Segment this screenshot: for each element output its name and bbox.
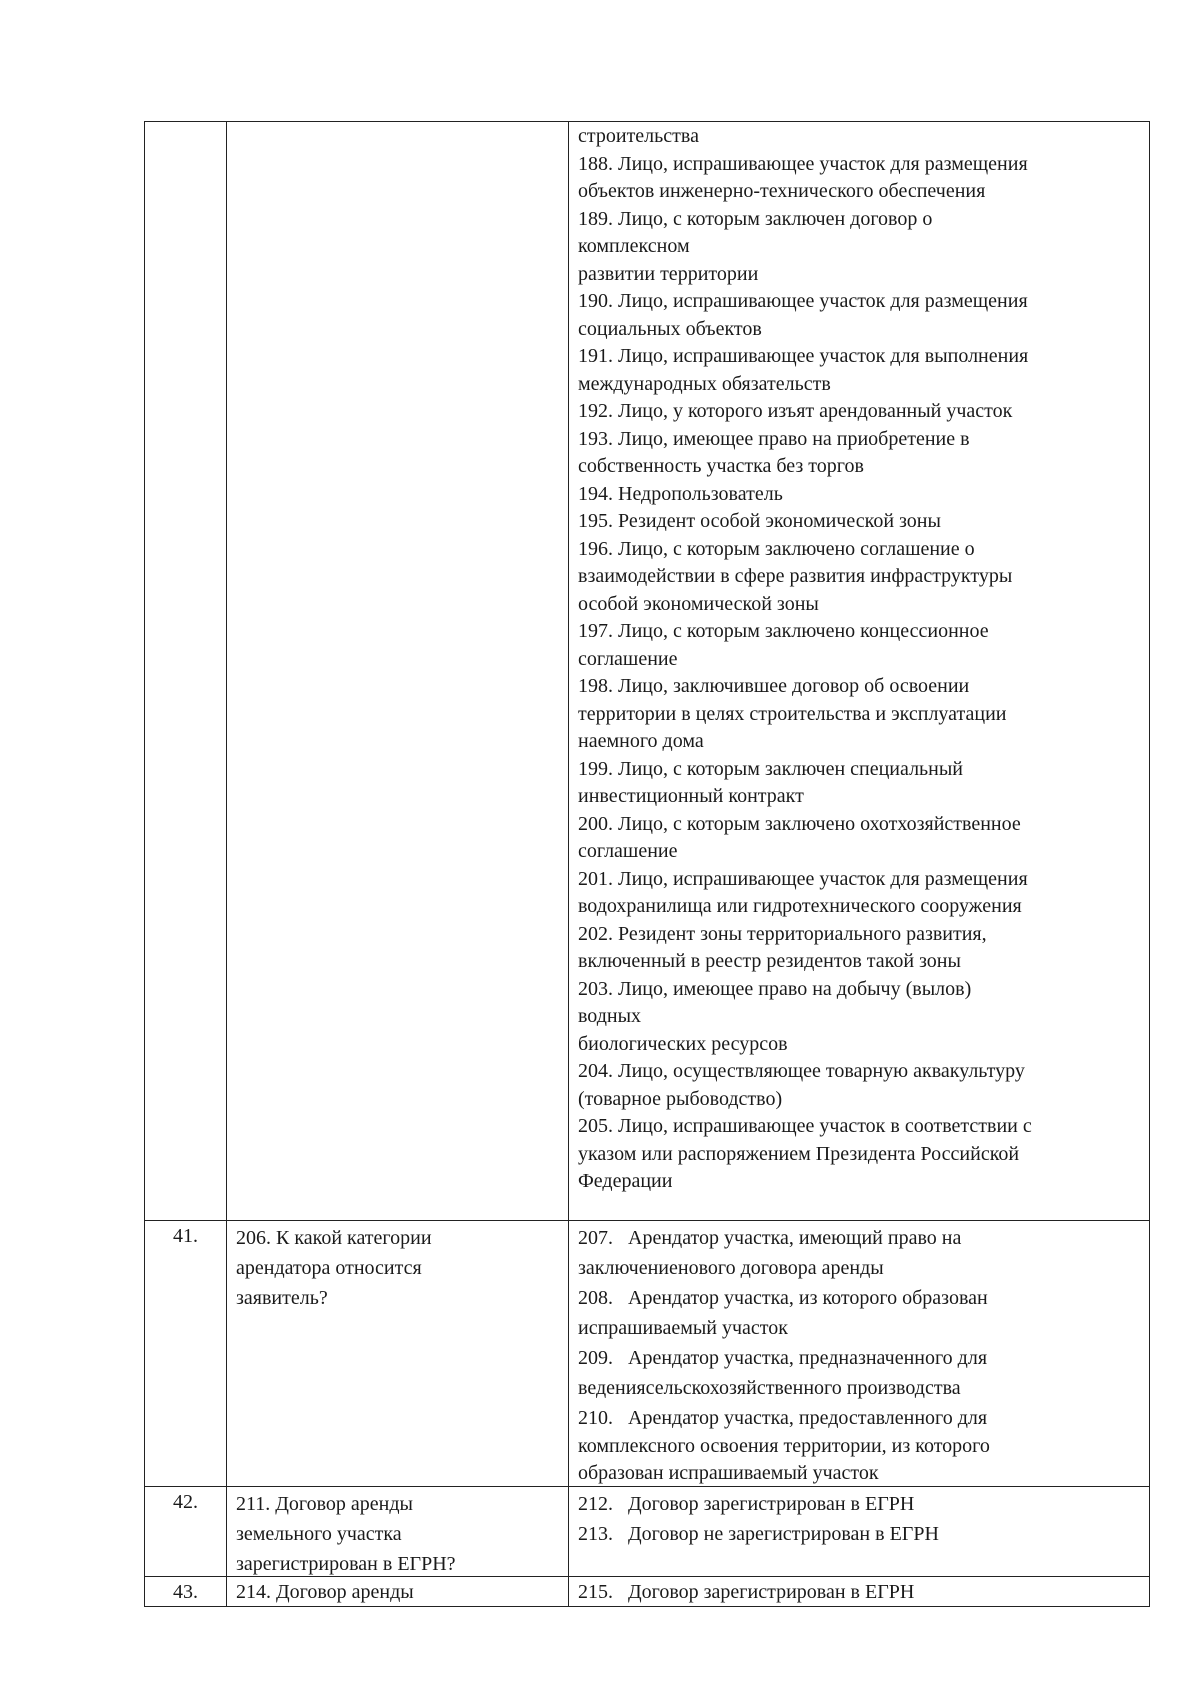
answer-options — [578, 1489, 1148, 1549]
answer-options — [578, 1223, 1148, 1487]
answer-line: Федерации — [578, 1170, 673, 1192]
answer-line: 197. Лицо, с которым заключено концессионное — [578, 620, 989, 642]
answer-line: взаимодействии в сфере развития инфраструктуры — [578, 565, 1013, 587]
answer-line: биологических ресурсов — [578, 1032, 788, 1055]
answer-line: строительства — [578, 125, 699, 147]
answer-line: объектов инженерно-технического обеспечения — [578, 180, 986, 202]
answer-line: 191. Лицо, испрашивающее участок для выполнения — [578, 345, 1029, 367]
question-line: арендатора относится — [236, 1257, 422, 1279]
answer-line: 194. Недропользователь — [578, 482, 783, 505]
row-number: 42. — [173, 1491, 198, 1513]
answer-line: 193. Лицо, имеющее право на приобретение в — [578, 427, 970, 450]
question-line: 214. Договор аренды — [236, 1581, 414, 1603]
answer-line: 203. Лицо, имеющее право на добычу (вылов) — [578, 977, 972, 1000]
answer-line: комплексного освоения территории, из которого — [578, 1435, 990, 1457]
table-top-border — [144, 121, 1150, 122]
answer-line: включенный в реестр резидентов такой зоны — [578, 950, 961, 972]
question-cell — [236, 1489, 561, 1579]
answer-line: соглашение — [578, 647, 678, 670]
answer-options — [578, 1579, 1148, 1607]
answer-line: 199. Лицо, с которым заключен специальный — [578, 757, 964, 780]
answer-line: образован испрашиваемый участок — [578, 1462, 879, 1484]
answer-line: 209. Арендатор участка, предназначенного для — [578, 1347, 988, 1369]
answer-line: 200. Лицо, с которым заключено охотхозяйственное — [578, 812, 1021, 835]
answer-line: соглашение — [578, 840, 678, 862]
answer-line: 210. Арендатор участка, предоставленного для — [578, 1407, 988, 1429]
answer-line: заключениенового договора аренды — [578, 1257, 884, 1279]
answer-line: ведениясельскохозяйственного производства — [578, 1377, 961, 1399]
question-line: земельного участка — [236, 1523, 402, 1545]
table-right-border — [1149, 121, 1150, 1607]
answer-line: 204. Лицо, осуществляющее товарную аквакультуру — [578, 1060, 1025, 1082]
answer-line: особой экономической зоны — [578, 592, 819, 615]
answer-line: территории в целях строительства и эксплуатации — [578, 702, 1007, 725]
answer-line: 189. Лицо, с которым заключен договор о — [578, 207, 933, 230]
question-line: 206. К какой категории — [236, 1227, 432, 1249]
answer-line: 188. Лицо, испрашивающее участок для размещения — [578, 152, 1028, 175]
question-cell — [236, 1223, 561, 1313]
continuation-answers — [578, 123, 1148, 1196]
answer-line: 207. Арендатор участка, имеющий право на — [578, 1227, 962, 1249]
question-cell — [236, 1579, 561, 1607]
answer-line: 202. Резидент зоны территориального развития, — [578, 922, 987, 945]
answer-line: указом или распоряжением Президента Российской — [578, 1142, 1020, 1165]
row-number: 43. — [173, 1581, 198, 1603]
answer-line: (товарное рыбоводство) — [578, 1087, 783, 1110]
question-line: 211. Договор аренды — [236, 1493, 413, 1515]
question-line: заявитель? — [236, 1287, 328, 1309]
answer-line: наемного дома — [578, 730, 704, 752]
answer-line: международных обязательств — [578, 372, 831, 395]
answer-line: водных — [578, 1005, 642, 1027]
answer-line: 212. Договор зарегистрирован в ЕГРН — [578, 1493, 915, 1515]
answer-line: 205. Лицо, испрашивающее участок в соответствии с — [578, 1115, 1032, 1137]
row41-top-border — [144, 1220, 1150, 1221]
answer-line: 192. Лицо, у которого изъят арендованный участок — [578, 400, 1013, 422]
answer-line: 213. Договор не зарегистрирован в ЕГРН — [578, 1523, 939, 1545]
answer-line: 201. Лицо, испрашивающее участок для размещения — [578, 867, 1028, 890]
answer-line: 208. Арендатор участка, из которого образован — [578, 1287, 988, 1309]
column-divider-question — [568, 121, 569, 1607]
answer-line: развитии территории — [578, 262, 759, 285]
answer-line: собственность участка без торгов — [578, 455, 864, 477]
answer-line: комплексном — [578, 235, 690, 257]
answer-line: 196. Лицо, с которым заключено соглашение о — [578, 537, 975, 560]
row-number: 41. — [173, 1225, 198, 1247]
table-left-border — [144, 121, 145, 1607]
column-divider-number — [226, 121, 227, 1607]
answer-line: испрашиваемый участок — [578, 1317, 788, 1339]
answer-line: 198. Лицо, заключившее договор об освоении — [578, 675, 970, 697]
answer-line: социальных объектов — [578, 317, 762, 340]
answer-line: инвестиционный контракт — [578, 785, 804, 807]
answer-line: 190. Лицо, испрашивающее участок для размещения — [578, 290, 1028, 312]
answer-line: водохранилища или гидротехнического сооружения — [578, 895, 1022, 917]
answer-line: 215. Договор зарегистрирован в ЕГРН — [578, 1581, 915, 1603]
answer-line: 195. Резидент особой экономической зоны — [578, 510, 941, 532]
question-line: зарегистрирован в ЕГРН? — [236, 1553, 456, 1575]
